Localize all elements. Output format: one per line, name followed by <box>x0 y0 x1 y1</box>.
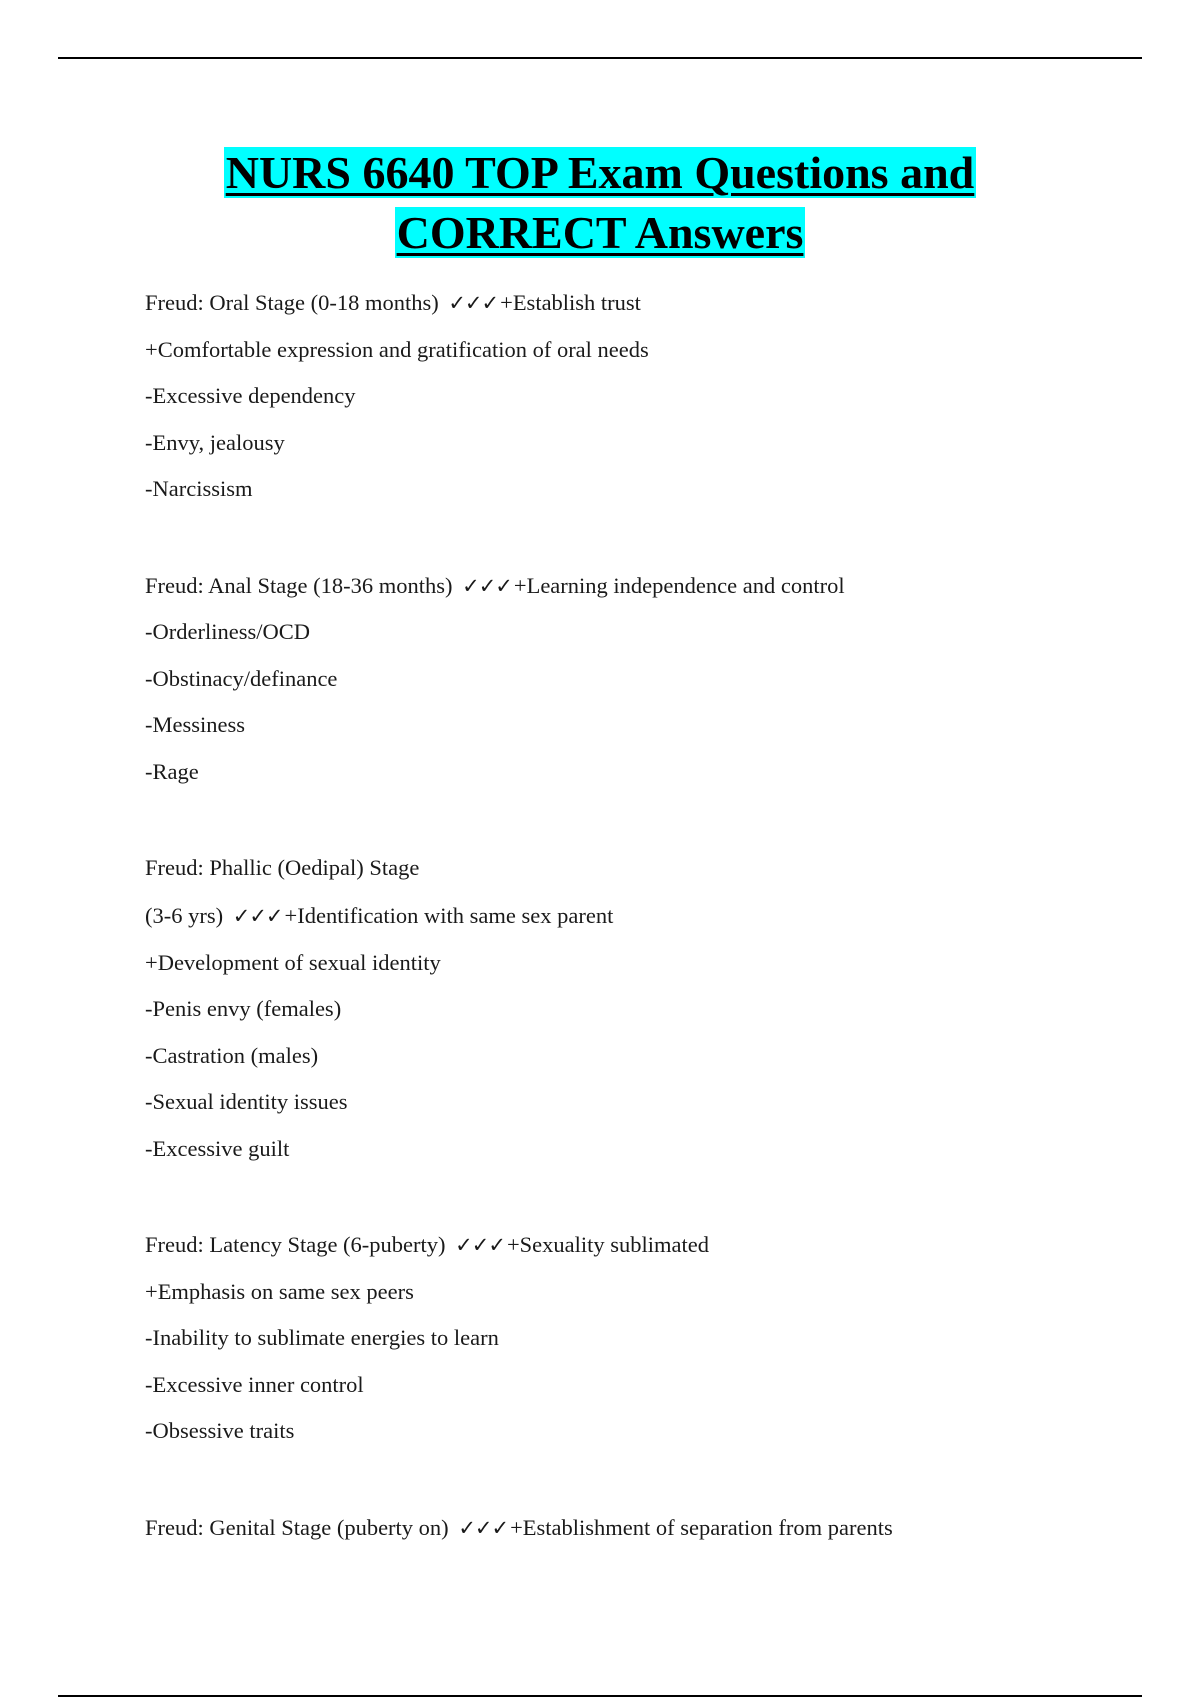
question-text: Freud: Genital Stage (puberty on) <box>145 1514 449 1540</box>
page-title <box>0 143 1200 263</box>
title-line-2: CORRECT Answers <box>396 207 804 258</box>
answer-line: -Rage <box>145 758 199 784</box>
title-line-1: NURS 6640 TOP Exam Questions and <box>225 147 975 198</box>
question-text: Freud: Anal Stage (18-36 months) <box>145 572 453 598</box>
answer-line: +Emphasis on same sex peers <box>145 1278 414 1304</box>
answer-line: -Sexual identity issues <box>145 1089 348 1114</box>
answer-line: -Excessive dependency <box>145 383 356 408</box>
section-spacer <box>145 1455 1145 1505</box>
section-spacer <box>145 795 1145 845</box>
qa-item-genital-stage <box>145 1505 1145 1552</box>
qa-item-phallic-stage <box>145 845 1145 1172</box>
answer-text: +Establish trust <box>500 290 641 315</box>
answer-line: -Envy, jealousy <box>145 429 285 455</box>
question-line: Freud: Phallic (Oedipal) Stage <box>145 855 420 880</box>
answer-line: -Narcissism <box>145 476 253 501</box>
section-spacer <box>145 1172 1145 1222</box>
answer-line: -Messiness <box>145 712 245 737</box>
answer-line: -Orderliness/OCD <box>145 619 310 644</box>
answer-line: -Obstinacy/definance <box>145 665 338 691</box>
question-line <box>145 1505 1145 1552</box>
question-line <box>145 563 1145 610</box>
qa-item-anal-stage <box>145 563 1145 796</box>
check-mark-icon: ✓✓✓ <box>458 1515 509 1540</box>
question-line <box>145 280 1145 327</box>
question-line <box>145 1222 1145 1269</box>
question-line <box>145 892 1145 940</box>
answer-line: -Excessive guilt <box>145 1135 290 1161</box>
answer-line: -Penis envy (females) <box>145 996 342 1021</box>
qa-item-oral-stage <box>145 280 1145 513</box>
check-mark-icon: ✓✓✓ <box>232 903 283 928</box>
answer-text: +Sexuality sublimated <box>506 1232 709 1257</box>
answer-line: +Comfortable expression and gratification of oral needs <box>145 336 649 362</box>
question-text: Freud: Latency Stage (6-puberty) <box>145 1232 446 1257</box>
answer-line: -Obsessive traits <box>145 1418 295 1443</box>
document-body <box>145 280 1145 1551</box>
answer-text: +Learning independence and control <box>513 572 845 598</box>
answer-line: -Castration (males) <box>145 1042 319 1068</box>
answer-line: -Inability to sublimate energies to learn <box>145 1325 499 1350</box>
question-text: (3-6 yrs) <box>145 902 224 928</box>
header-rule <box>58 57 1142 59</box>
qa-item-latency-stage <box>145 1222 1145 1455</box>
check-mark-icon: ✓✓✓ <box>455 1233 505 1257</box>
answer-line: +Development of sexual identity <box>145 949 441 975</box>
question-text: Freud: Oral Stage (0-18 months) <box>145 290 439 315</box>
footer-rule <box>58 1695 1142 1697</box>
answer-text: +Establishment of separation from parents <box>510 1514 893 1540</box>
answer-text: +Identification with same sex parent <box>284 902 614 928</box>
answer-line: -Excessive inner control <box>145 1371 364 1397</box>
check-mark-icon: ✓✓✓ <box>448 291 499 315</box>
check-mark-icon: ✓✓✓ <box>462 573 512 598</box>
section-spacer <box>145 513 1145 563</box>
